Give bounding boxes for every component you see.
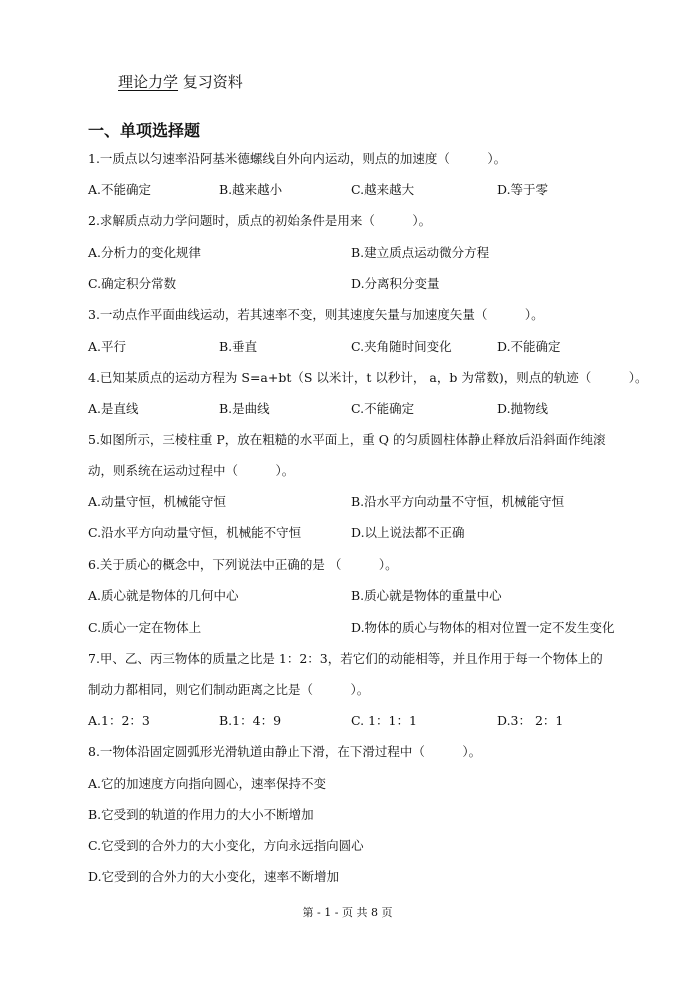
title-subject: 理论力学 <box>118 73 179 91</box>
question-5-stem-line-2: 动，则系统在运动过程中（ ）。 <box>88 463 295 478</box>
question-4-option-b: B.是曲线 <box>219 401 270 416</box>
document-title <box>118 71 243 92</box>
question-7-option-c: C. 1：1：1 <box>351 713 417 728</box>
question-3-stem: 3.一动点作平面曲线运动，若其速率不变，则其速度矢量与加速度矢量（ ）。 <box>88 307 544 322</box>
question-8-option-b: B.它受到的轨道的作用力的大小不断增加 <box>88 807 314 822</box>
page-footer: 第 - 1 - 页 共 8 页 <box>302 906 393 919</box>
question-8-option-c: C.它受到的合外力的大小变化，方向永远指向圆心 <box>88 838 364 853</box>
question-5-option-c: C.沿水平方向动量守恒，机械能不守恒 <box>88 525 302 540</box>
question-6-option-d: D.物体的质心与物体的相对位置一定不发生变化 <box>351 620 615 635</box>
question-3-option-b: B.垂直 <box>219 339 258 354</box>
question-6-option-b: B.质心就是物体的重量中心 <box>351 588 502 603</box>
question-2-option-a: A.分析力的变化规律 <box>88 245 202 260</box>
question-2-option-d: D.分离积分变量 <box>351 276 440 291</box>
question-4-stem: 4.已知某质点的运动方程为 S=a+bt（S 以米计，t 以秒计， a，b 为常数)，则点的轨迹（ ）。 <box>88 370 648 385</box>
section-heading: 一、单项选择题 <box>88 121 201 140</box>
title-rest: 复习资料 <box>178 73 243 91</box>
question-5-option-d: D.以上说法都不正确 <box>351 525 465 540</box>
question-6-option-a: A.质心就是物体的几何中心 <box>88 588 239 603</box>
question-7-option-a: A.1：2：3 <box>88 713 150 728</box>
question-8-stem: 8.一物体沿固定圆弧形光滑轨道由静止下滑，在下滑过程中（ ）。 <box>88 744 482 759</box>
question-6-stem: 6.关于质心的概念中，下列说法中正确的是 （ ）。 <box>88 557 398 572</box>
question-6-option-c: C.质心一定在物体上 <box>88 620 202 635</box>
question-1-stem: 1.一质点以匀速率沿阿基米德螺线自外向内运动，则点的加速度（ ）。 <box>88 151 507 166</box>
question-2-stem: 2.求解质点动力学问题时，质点的初始条件是用来（ ）。 <box>88 213 432 228</box>
question-3-option-a: A.平行 <box>88 339 127 354</box>
question-8-option-d: D.它受到的合外力的大小变化，速率不断增加 <box>88 869 340 884</box>
question-3-option-c: C.夹角随时间变化 <box>351 339 452 354</box>
question-1-option-b: B.越来越小 <box>219 182 283 197</box>
question-7-option-d: D.3： 2：1 <box>497 713 564 728</box>
question-4-option-a: A.是直线 <box>88 401 139 416</box>
question-7-option-b: B.1：4：9 <box>219 713 282 728</box>
question-8-option-a: A.它的加速度方向指向圆心，速率保持不变 <box>88 776 327 791</box>
question-1-option-a: A.不能确定 <box>88 182 152 197</box>
question-2-option-c: C.确定积分常数 <box>88 276 177 291</box>
question-5-stem-line-1: 5.如图所示，三棱柱重 P，放在粗糙的水平面上，重 Q 的匀质圆柱体静止释放后沿斜面作纯滚 <box>88 432 606 447</box>
question-5-option-a: A.动量守恒，机械能守恒 <box>88 494 227 509</box>
question-4-option-d: D.抛物线 <box>497 401 549 416</box>
question-7-stem-line-2: 制动力都相同，则它们制动距离之比是（ ）。 <box>88 682 370 697</box>
question-7-stem-line-1: 7.甲、乙、丙三物体的质量之比是 1：2：3，若它们的动能相等，并且作用于每一个物体上的 <box>88 651 603 666</box>
question-1-option-d: D.等于零 <box>497 182 549 197</box>
question-2-option-b: B.建立质点运动微分方程 <box>351 245 490 260</box>
question-5-option-b: B.沿水平方向动量不守恒，机械能守恒 <box>351 494 565 509</box>
question-4-option-c: C.不能确定 <box>351 401 415 416</box>
question-3-option-d: D.不能确定 <box>497 339 561 354</box>
question-1-option-c: C.越来越大 <box>351 182 415 197</box>
